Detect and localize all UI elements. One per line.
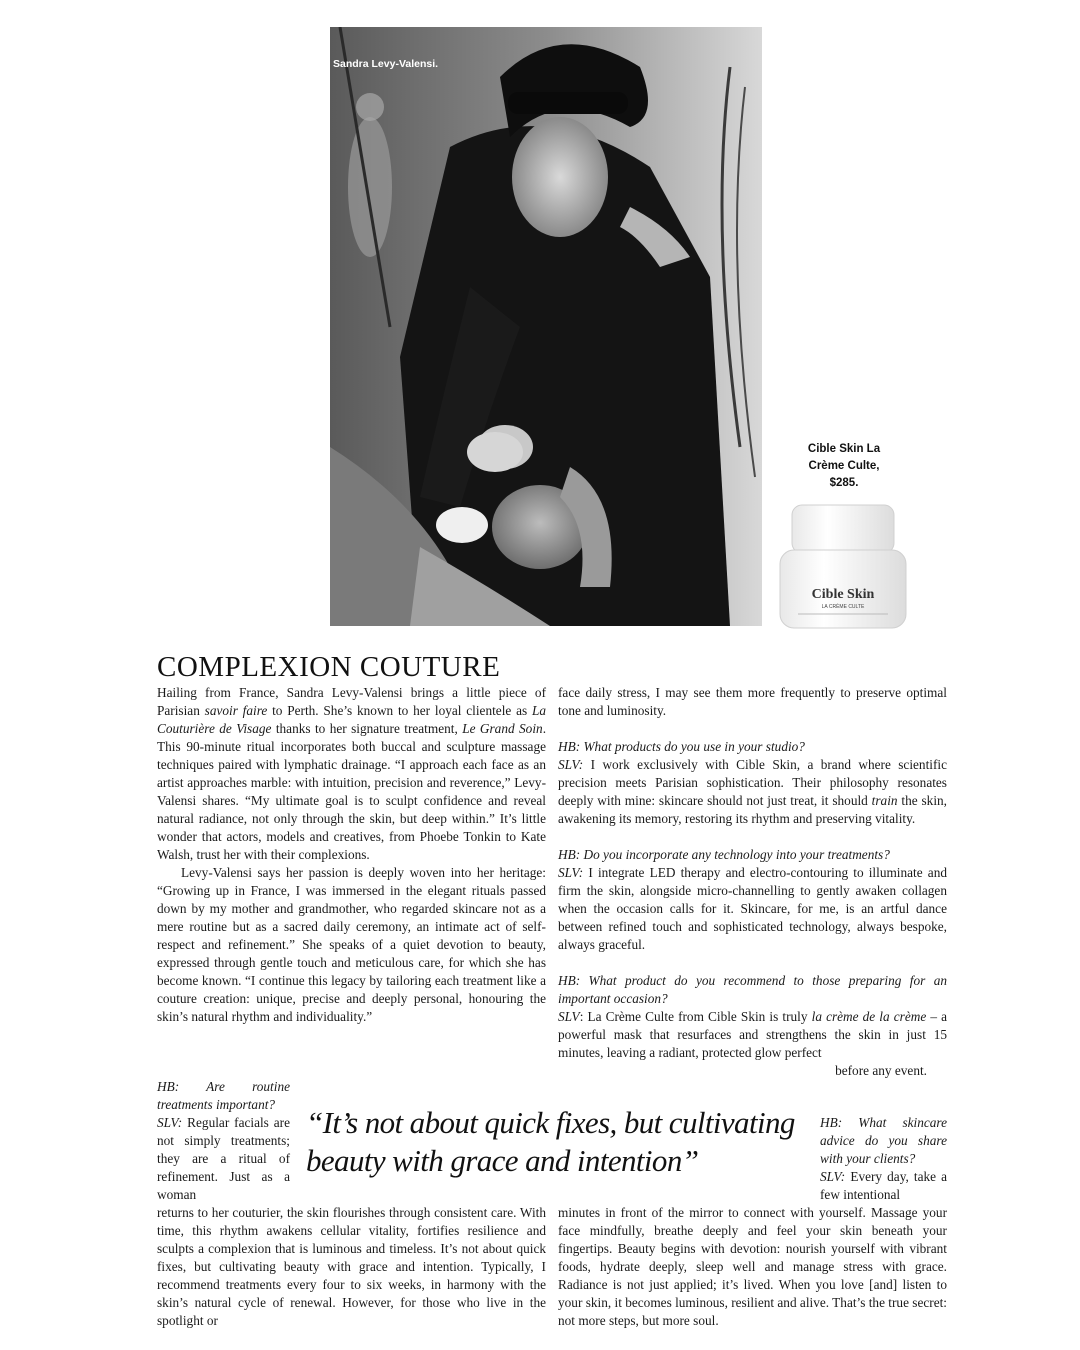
interview-answer-end: before any event. — [835, 1063, 927, 1078]
interview-question: HB: Do you incorporate any technology into your treatments? — [558, 847, 890, 862]
jar-brand: Cible Skin — [811, 587, 875, 602]
article-headline: COMPLEXION COUTURE — [157, 651, 501, 683]
sidebar-column-right — [820, 1114, 947, 1204]
interview-question: HB: What skincare advice do you share with your clients? — [820, 1115, 947, 1166]
pull-quote: “It’s not about quick fixes, but cultivating beauty with grace and intention” — [306, 1105, 795, 1178]
article-column-bottom-left: returns to her couturier, the skin flourishes through consistent care. With time, this rhythm awakens cellular vitality, fortifies resilience and sculpts a complexion that is luminous and timeless. It’s not about quick fixes, but cultivating beauty with grace and intention. Typically, I recommend treatments every four to six weeks, in harmony with the skin’s natural cycle of renewal. However, for those who live in the spotlight or — [157, 1205, 546, 1328]
interview-answer: SLV: Every day, take a few intentional — [820, 1169, 947, 1202]
article-column-bottom-right: minutes in front of the mirror to connect with yourself. Massage your face mindfully, breathe deeply and feel your skin beneath your fingertips. Beauty begins with devotion: nourish yourself with vibrant foods, hydrate deeply, sleep well and manage stress with grace. Radiance is not just applied; it’s lived. When you love [and] listen to your skin, it becomes luminous, resilient and alive. That’s the true secret: not more steps, but more soul. — [558, 1205, 947, 1328]
interview-answer: SLV: La Crème Culte from Cible Skin is truly la crème de la crème – a powerful mask that resurfaces and strengthens the skin in just 15 minutes, leaving a radiant, protected glow perfect — [558, 1009, 948, 1060]
facial-treatment-photo — [330, 27, 762, 626]
product-caption-line: $285. — [829, 477, 859, 489]
jar-name: LA CRÈME CULTE — [821, 604, 865, 610]
product-caption-line: Crème Culte, — [808, 460, 880, 472]
continued-text: face daily stress, I may see them more frequently to preserve optimal tone and luminosity. — [558, 685, 947, 718]
interview-question: HB: Are routine treatments important? — [157, 1079, 290, 1112]
cream-jar-image — [774, 500, 912, 632]
product-caption — [794, 441, 894, 492]
intro-paragraph: Hailing from France, Sandra Levy-Valensi brings a little piece of Parisian savoir faire to Perth. She’s known to her loyal clientele as La Couturière de Visage thanks to her signature treatment, Le Grand Soin. This 90-minute ritual incorporates both buccal and sculpture massage techniques paired with lymphatic drainage. “I approach each face as an artist approaches marble: with intuition, precision and reverence,” Levy-Valensi shares. “My ultimate goal is to sculpt confidence and reveal natural radiance, not only through the skin, but deep within.” It’s little wonder that actors, models and creatives, from Phoebe Tonkin to Kate Walsh, trust her with their complexions. — [157, 685, 547, 862]
interview-question: HB: What products do you use in your studio? — [558, 739, 805, 754]
product-caption-line: Cible Skin La — [807, 443, 881, 455]
sidebar-column-left — [157, 1078, 290, 1204]
photo-caption: Sandra Levy-Valensi. — [333, 58, 439, 70]
hero-photo — [330, 27, 762, 626]
interview-answer: SLV: I work exclusively with Cible Skin, a brand where scientific precision meets Parisian sophistication. Their philosophy resonates deeply with mine: skincare should not just treat, it should train the skin, awakening its memory, restoring its rhythm and preserving vitality. — [558, 757, 947, 826]
article-column-right — [558, 684, 947, 1080]
interview-answer: SLV: Regular facials are not simply treatments; they are a ritual of refinement. Just as a woman — [157, 1115, 290, 1202]
interview-answer: SLV: I integrate LED therapy and electro-contouring to illuminate and firm the skin, alongside micro-channelling to gently awaken collagen when the occasion calls for it. Skincare, for me, is an artful dance between refined touch and sophisticated technology, always bespoke, always graceful. — [558, 865, 947, 952]
interview-question: HB: What product do you recommend to those preparing for an important occasion? — [558, 973, 947, 1006]
article-column-left — [157, 684, 546, 1026]
heritage-paragraph: Levy-Valensi says her passion is deeply woven into her heritage: “Growing up in France, I was immersed in the elegant rituals passed down by my mother and grandmother, who regarded skincare not as a mere routine but as a sacred daily ceremony, an intimate act of self-respect and refinement.” She speaks of a quiet devotion to beauty, expressed through gentle touch and meticulous care, for which she has become known. “I continue this legacy by tailoring each treatment like a couture creation: unique, precise and deeply personal, honouring the skin’s natural rhythm and individuality.” — [157, 865, 546, 1024]
